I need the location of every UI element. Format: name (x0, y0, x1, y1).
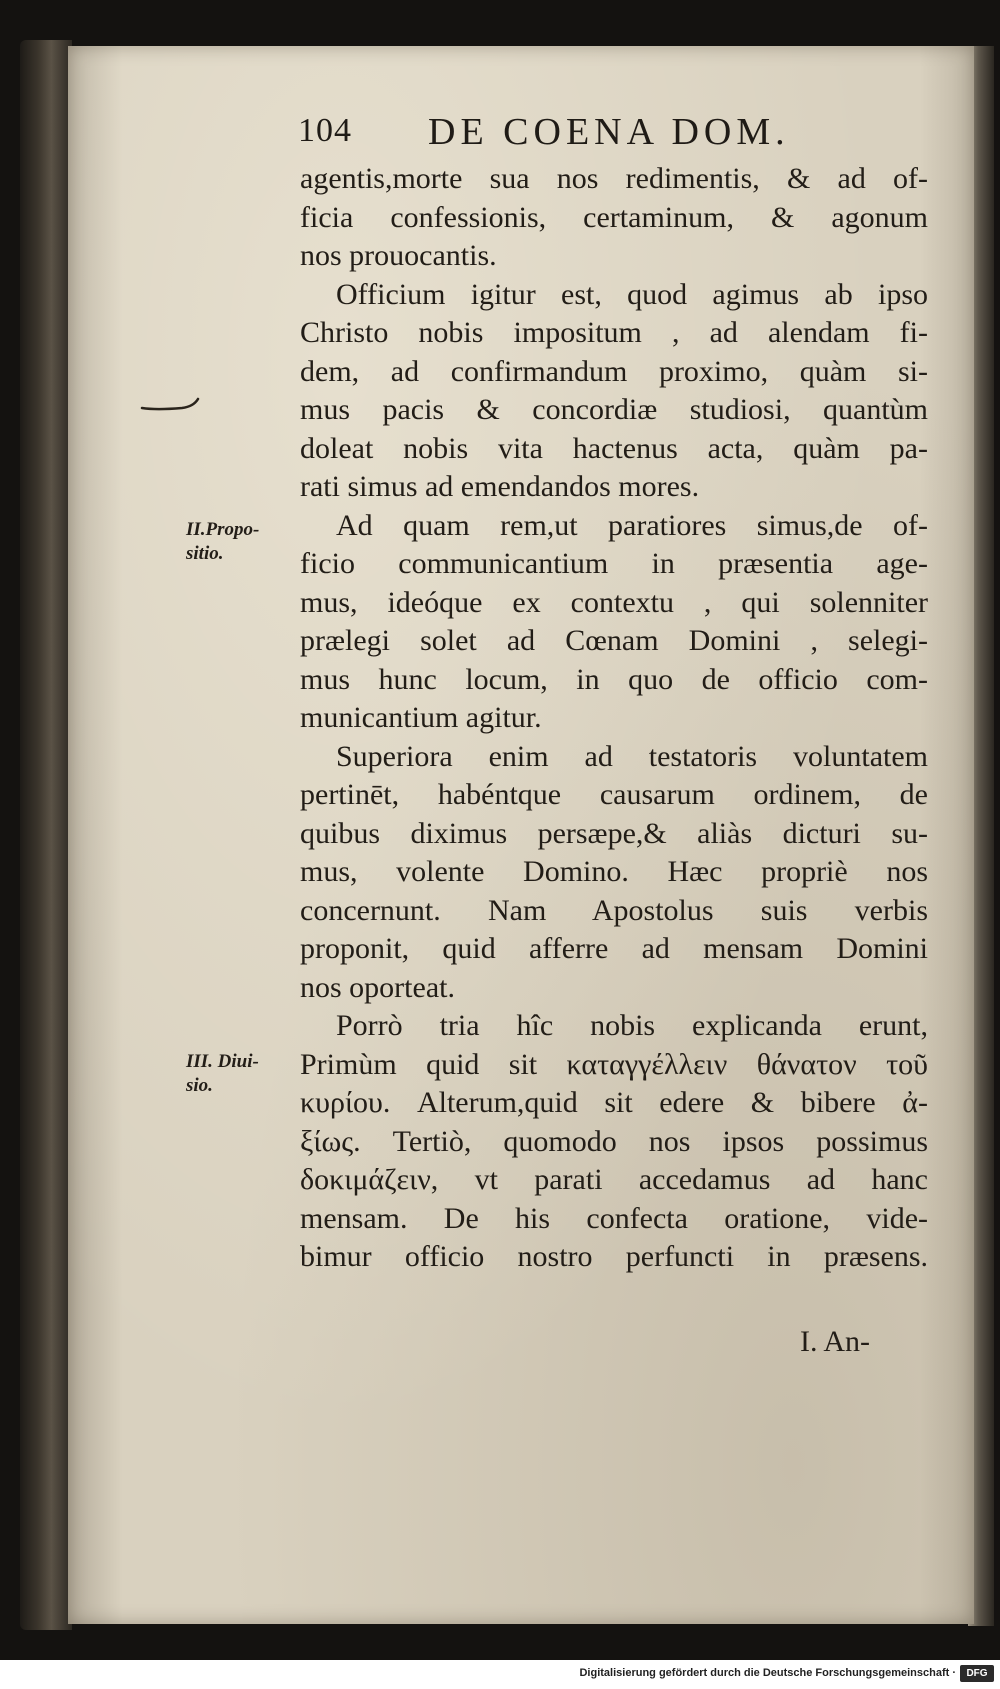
marginal-line: sitio. (186, 543, 224, 564)
text-line: proponit, quid afferre ad mensam Domini (300, 932, 928, 965)
marginal-note-propositio (186, 518, 296, 566)
marginal-note-diuisio (186, 1050, 296, 1098)
text-line: rati simus ad emendandos mores. (300, 470, 700, 503)
text-line: pertinēt, habéntque causarum ordinem, de (300, 778, 928, 811)
text-line: municantium agitur. (300, 701, 542, 734)
marginal-line: III. Diui- (186, 1051, 259, 1072)
text-line: quibus diximus persæpe,& aliàs dicturi su- (300, 816, 928, 850)
text-line: prælegi solet ad Cœnam Domini , selegi- (300, 624, 928, 657)
text-line: Superiora enim ad testatoris voluntatem (336, 739, 928, 773)
text-line: δοκιμάζειν, vt parati accedamus ad hanc (300, 1163, 928, 1196)
text-line: agentis,morte sua nos redimentis, & ad of- (300, 162, 928, 195)
text-line: Porrò tria hîc nobis explicanda erunt, (336, 1009, 928, 1042)
text-line: Ad quam rem,ut paratiores simus,de of- (336, 508, 928, 542)
catchword: I. An- (800, 1325, 870, 1358)
text-line: concernunt. Nam Apostolus suis verbis (300, 893, 928, 927)
running-title: DE COENA DOM. (428, 111, 790, 153)
funding-credit: Digitalisierung gefördert durch die Deutsche Forschungsgemeinschaft · (579, 1667, 956, 1679)
page-number: 104 (298, 112, 352, 149)
text-line: nos prouocantis. (300, 239, 497, 272)
text-line: nos oporteat. (300, 970, 455, 1004)
text-line: mus, ideóque ex contextu , qui solenniter (300, 585, 928, 619)
text-line: mus, volente Domino. Hæc propriè nos (300, 855, 928, 888)
text-line: bimur officio nostro perfuncti in præsens. (300, 1240, 928, 1273)
text-line: mensam. De his confecta oratione, vide- (300, 1201, 928, 1235)
text-line: ficio communicantium in præsentia age- (300, 547, 928, 580)
text-line: Officium igitur est, quod agimus ab ipso (336, 277, 928, 311)
body-text (300, 160, 928, 1277)
text-line: mus pacis & concordiæ studiosi, quantùm (300, 393, 928, 426)
text-line: Christo nobis impositum , ad alendam fi- (300, 316, 928, 349)
margin-pen-mark (140, 396, 200, 416)
marginal-line: sio. (186, 1075, 213, 1096)
text-line: dem, ad confirmandum proximo, quàm si- (300, 354, 928, 388)
text-line: mus hunc locum, in quo de officio com- (300, 662, 928, 696)
text-line: ξίως. Tertiò, quomodo nos ipsos possimus (300, 1124, 928, 1158)
marginal-line: II.Propo- (186, 519, 260, 540)
text-line: κυρίου. Alterum,quid sit edere & bibere ἀ- (300, 1086, 928, 1119)
dfg-logo-icon: DFG (960, 1665, 994, 1682)
text-line: ficia confessionis, certaminum, & agonum (300, 200, 928, 234)
text-line: doleat nobis vita hactenus acta, quàm pa- (300, 431, 928, 465)
footer-bar (0, 1660, 1000, 1689)
book-spine-edge (20, 40, 72, 1630)
page-header (298, 108, 858, 158)
text-line: Primùm quid sit καταγγέλλειν θάνατον τοῦ (300, 1047, 928, 1081)
